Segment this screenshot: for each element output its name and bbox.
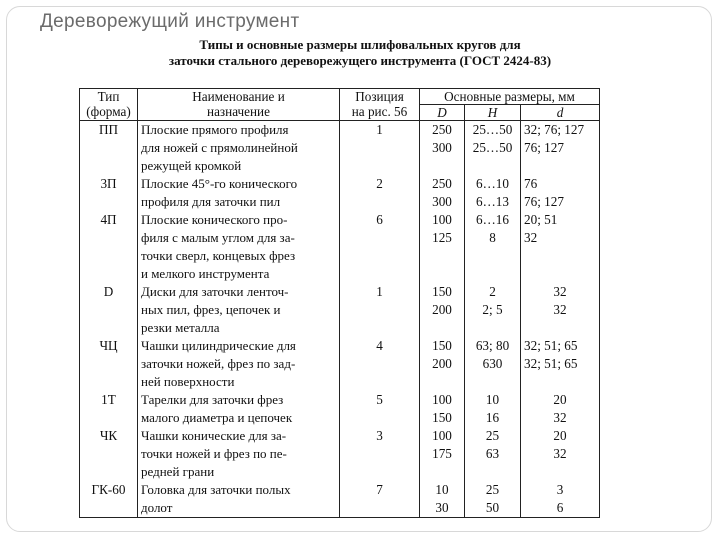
cell-name: Плоские 45°-го конического профиля для заточки пил	[138, 175, 340, 211]
cell-type: ПП	[80, 121, 138, 176]
table-row	[80, 121, 600, 176]
cell-d: 32; 76; 127 76; 127	[521, 121, 600, 176]
cell-d: 20 32	[521, 427, 600, 481]
cell-type: D	[80, 283, 138, 337]
table-caption-line-2: заточки стального дереворежущего инструмента (ГОСТ 2424-83)	[168, 53, 552, 68]
cell-position: 2	[340, 175, 420, 211]
cell-d: 76 76; 127	[521, 175, 600, 211]
header-type: Тип (форма)	[80, 89, 138, 121]
cell-D: 250 300	[420, 121, 465, 176]
cell-type: ЧК	[80, 427, 138, 481]
cell-D: 150 200	[420, 283, 465, 337]
cell-D: 100 125	[420, 211, 465, 283]
cell-D: 10 30	[420, 481, 465, 518]
header-position: Позиция на рис. 56	[340, 89, 420, 121]
cell-D: 100 175	[420, 427, 465, 481]
header-sizes: Основные размеры, мм	[420, 89, 600, 105]
cell-H: 63; 80 630	[465, 337, 521, 391]
cell-d: 3 6	[521, 481, 600, 518]
cell-d: 32; 51; 65 32; 51; 65	[521, 337, 600, 391]
cell-type: ГК-60	[80, 481, 138, 518]
cell-name: Тарелки для заточки фрез малого диаметра и цепочек	[138, 391, 340, 427]
grinding-wheels-table	[79, 88, 600, 518]
header-name: Наименование и назначение	[138, 89, 340, 121]
header-d: d	[521, 105, 600, 121]
table-caption	[60, 37, 660, 69]
cell-position: 5	[340, 391, 420, 427]
table-caption-line-1: Типы и основные размеры шлифовальных кругов для	[199, 37, 521, 52]
cell-H: 25 63	[465, 427, 521, 481]
table-row	[80, 337, 600, 391]
cell-d: 32 32	[521, 283, 600, 337]
cell-name: Чашки конические для за- точки ножей и фрез по пе- редней грани	[138, 427, 340, 481]
cell-position: 7	[340, 481, 420, 518]
cell-H: 25…50 25…50	[465, 121, 521, 176]
table-row	[80, 481, 600, 518]
cell-H: 2 2; 5	[465, 283, 521, 337]
cell-H: 6…10 6…13	[465, 175, 521, 211]
cell-position: 4	[340, 337, 420, 391]
table-row	[80, 391, 600, 427]
cell-name: Головка для заточки полых долот	[138, 481, 340, 518]
cell-H: 25 50	[465, 481, 521, 518]
cell-d: 20 32	[521, 391, 600, 427]
cell-H: 6…16 8	[465, 211, 521, 283]
cell-D: 100 150	[420, 391, 465, 427]
table-row	[80, 211, 600, 283]
cell-H: 10 16	[465, 391, 521, 427]
cell-position: 1	[340, 121, 420, 176]
cell-D: 250 300	[420, 175, 465, 211]
cell-D: 150 200	[420, 337, 465, 391]
cell-type: 4П	[80, 211, 138, 283]
cell-name: Диски для заточки ленточ- ных пил, фрез, цепочек и резки металла	[138, 283, 340, 337]
cell-position: 1	[340, 283, 420, 337]
cell-name: Плоские прямого профиля для ножей с прямолинейной режущей кромкой	[138, 121, 340, 176]
table-row	[80, 175, 600, 211]
cell-position: 3	[340, 427, 420, 481]
table-row	[80, 427, 600, 481]
cell-d: 20; 51 32	[521, 211, 600, 283]
cell-name: Плоские конического про- филя с малым углом для за- точки сверл, концевых фрез и мелкого инструмента	[138, 211, 340, 283]
cell-type: 1Т	[80, 391, 138, 427]
table-row	[80, 283, 600, 337]
cell-position: 6	[340, 211, 420, 283]
slide-title: Дереворежущий инструмент	[40, 11, 300, 32]
header-D: D	[420, 105, 465, 121]
header-H: H	[465, 105, 521, 121]
cell-name: Чашки цилиндрические для заточки ножей, фрез по зад- ней поверхности	[138, 337, 340, 391]
cell-type: ЧЦ	[80, 337, 138, 391]
cell-type: 3П	[80, 175, 138, 211]
